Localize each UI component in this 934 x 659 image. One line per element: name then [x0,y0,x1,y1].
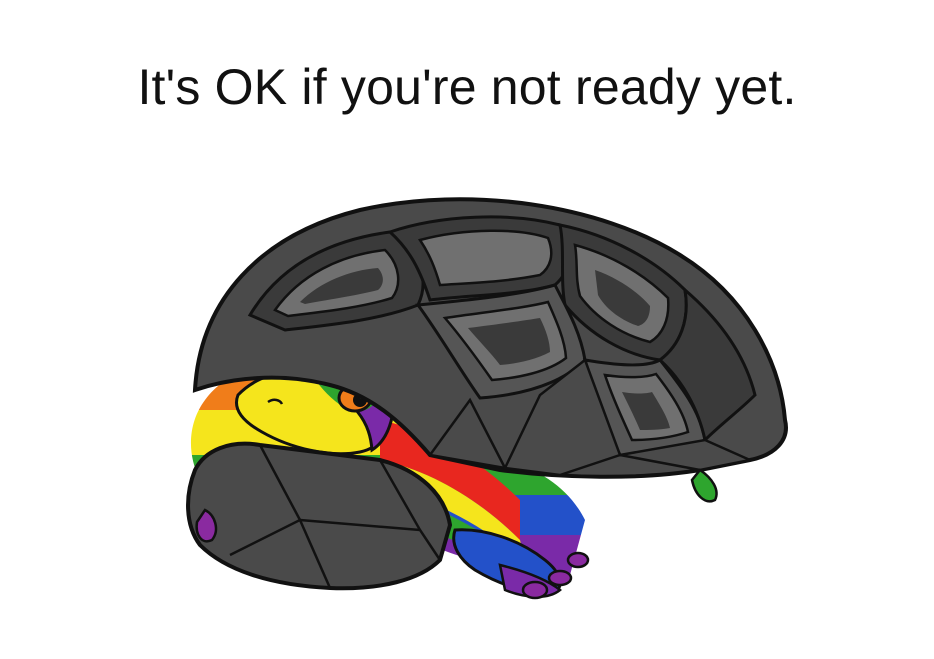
caption-text: It's OK if you're not ready yet. [137,59,797,115]
turtle-back-leg [692,470,717,501]
